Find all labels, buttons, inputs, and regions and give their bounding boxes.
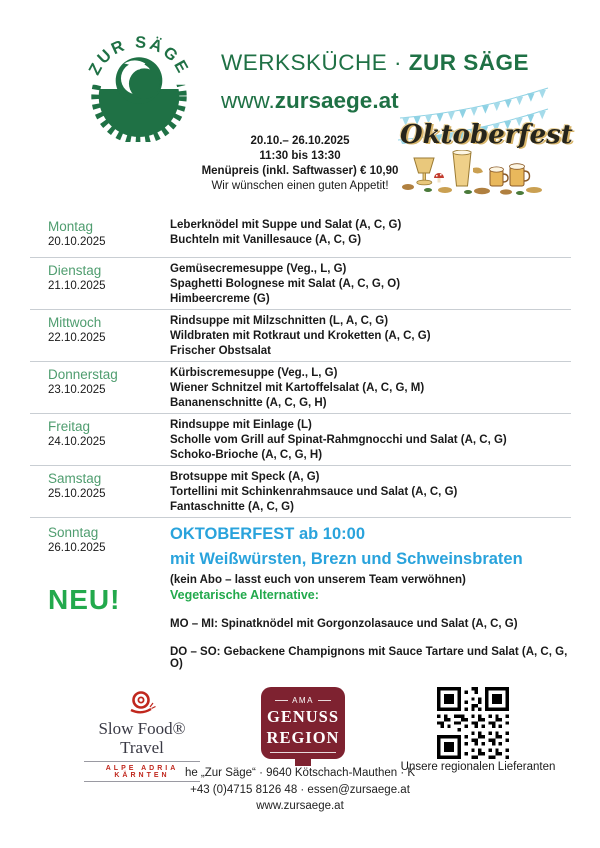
dish: Fantaschnitte (A, C, G): [170, 501, 294, 513]
snail-icon: [127, 690, 157, 714]
dish: Rindsuppe mit Einlage (L): [170, 419, 312, 431]
menu-row-samstag: [30, 465, 571, 517]
day-date: 20.10.2025: [48, 236, 106, 248]
qr-caption: Unsere regionalen Lieferanten: [400, 761, 556, 773]
ama-genuss-region-badge: [261, 687, 345, 759]
neu-section: [30, 584, 571, 670]
url-domain: zursaege.at: [274, 88, 399, 113]
title-regular: WERKSKÜCHE ·: [221, 50, 409, 75]
menu-row-montag: [30, 214, 571, 257]
ama-genuss-label: GENUSS: [266, 707, 340, 726]
title-bold: ZUR SÄGE: [408, 50, 530, 75]
day-name: Samstag: [48, 471, 102, 486]
day-name: Mittwoch: [48, 315, 102, 330]
day-date: 24.10.2025: [48, 436, 106, 448]
oktoberfest-note: (kein Abo – lasst euch von unserem Team verwöhnen): [170, 574, 466, 586]
day-date: 26.10.2025: [48, 542, 106, 554]
day-date: 25.10.2025: [48, 488, 106, 500]
day-date: 21.10.2025: [48, 280, 106, 292]
ama-divider: [270, 752, 336, 753]
zur-saege-logo: [86, 32, 192, 146]
dish: Schoko-Brioche (A, C, G, H): [170, 449, 323, 461]
ama-label: AMA: [261, 696, 345, 705]
opening-hours: 11:30 bis 13:30: [259, 150, 341, 162]
ama-region-label: REGION: [266, 728, 340, 747]
dish: Leberknödel mit Suppe und Salat (A, C, G): [170, 219, 402, 231]
logo-arched-text: ZUR SÄGE: [86, 33, 192, 78]
weekly-menu: [30, 214, 571, 596]
oktoberfest-subheadline: mit Weißwürsten, Brezn und Schweinsbraten: [170, 550, 523, 568]
menu-price: Menüpreis (inkl. Saftwasser) € 10,90: [201, 165, 399, 177]
day-name: Montag: [48, 219, 94, 234]
vegetarian-heading: Vegetarische Alternative:: [170, 588, 319, 602]
day-name: Dienstag: [48, 263, 102, 278]
oktoberfest-headline: OKTOBERFEST ab 10:00: [170, 525, 365, 543]
date-range: 20.10.– 26.10.2025: [250, 135, 350, 147]
dish: Scholle vom Grill auf Spinat-Rahmgnocchi und Salat (A, C, G): [170, 434, 507, 446]
slowfood-name-line1: Slow Food®: [98, 719, 186, 738]
beer-glasses-icon: [398, 150, 550, 204]
contact-block: [0, 765, 600, 815]
menu-row-donnerstag: [30, 361, 571, 413]
slowfood-region-label: ALPE ADRIA KÄRNTEN: [84, 761, 200, 782]
address-line: he „Zur Säge“ · 9640 Kötschach-Mauthen · K: [184, 767, 416, 779]
dish: Kürbiscremesuppe (Veg., L, G): [170, 367, 338, 379]
menu-row-dienstag: [30, 257, 571, 309]
day-date: 23.10.2025: [48, 384, 106, 396]
dish: Frischer Obstsalat: [170, 345, 271, 357]
menu-row-freitag: [30, 413, 571, 465]
dish: Gemüsecremesuppe (Veg., L, G): [170, 263, 347, 275]
dish: Tortellini mit Schinkenrahmsauce und Salat (A, C, G): [170, 486, 458, 498]
contact-line: +43 (0)4715 8126 48 · essen@zursaege.at: [190, 783, 410, 796]
day-date: 22.10.2025: [48, 332, 106, 344]
dish: Buchteln mit Vanillesauce (A, C, G): [170, 234, 362, 246]
vegetarian-item: DO – SO: Gebackene Champignons mit Sauce Tartare und Salat (A, C, G, O): [170, 646, 568, 670]
dish: Bananenschnitte (A, C, G, H): [170, 397, 327, 409]
dish: Spaghetti Bolognese mit Salat (A, C, G, O): [170, 278, 401, 290]
qr-code: [437, 687, 509, 759]
vegetarian-item: MO – MI: Spinatknödel mit Gorgonzolasauce und Salat (A, C, G): [170, 618, 518, 630]
day-name: Freitag: [48, 419, 91, 434]
oktoberfest-script-text: Oktoberfest: [400, 120, 573, 150]
slowfood-name-line2: Travel: [120, 738, 164, 757]
dish: Brotsuppe mit Speck (A, G): [170, 471, 320, 483]
neu-badge: NEU!: [48, 584, 121, 615]
day-name: Sonntag: [48, 525, 99, 540]
url-prefix: www.: [221, 88, 275, 113]
page-title: [221, 50, 529, 76]
dish: Rindsuppe mit Milzschnitten (L, A, C, G): [170, 315, 389, 327]
dish: Wiener Schnitzel mit Kartoffelsalat (A, C, G, M): [170, 382, 425, 394]
saw-blade-logo-icon: [86, 32, 192, 146]
day-name: Donnerstag: [48, 367, 118, 382]
website-line: www.zursaege.at: [256, 800, 344, 812]
menu-row-mittwoch: [30, 309, 571, 361]
dish: Himbeercreme (G): [170, 293, 270, 305]
dish: Wildbraten mit Rotkraut und Kroketten (A, C, G): [170, 330, 431, 342]
greeting-text: Wir wünschen einen guten Appetit!: [211, 180, 389, 192]
oktoberfest-decoration: [398, 84, 573, 206]
